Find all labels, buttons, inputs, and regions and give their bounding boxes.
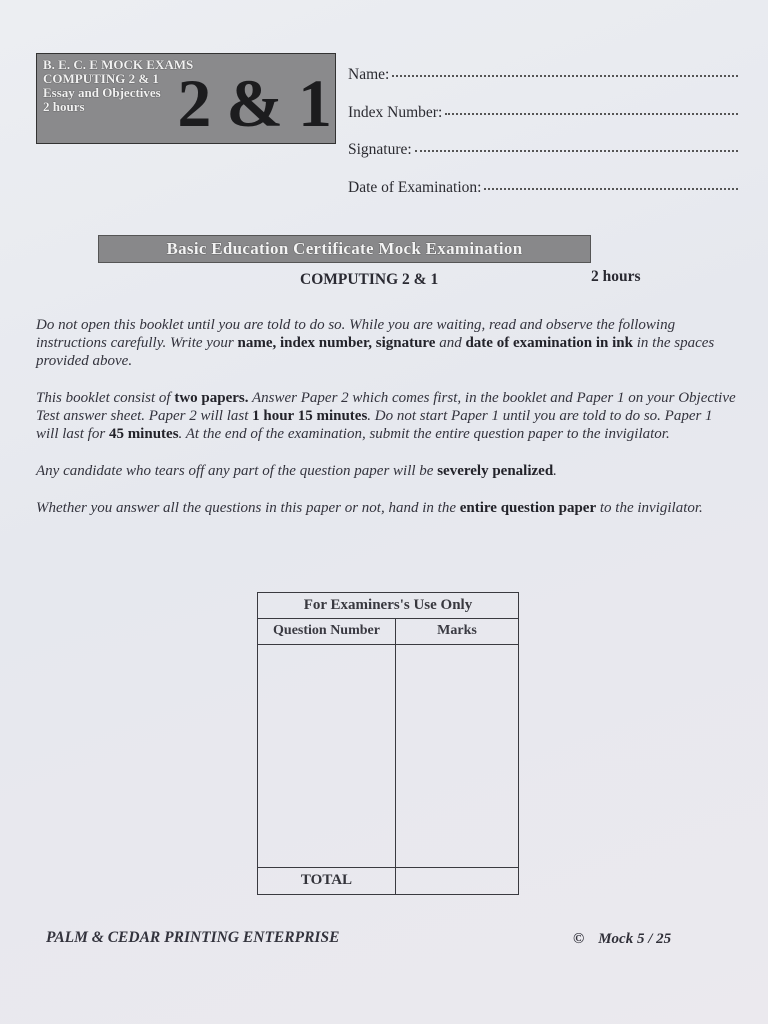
instr-text: . Do not start Paper 1 until you are told to do so. Paper 1 will last for — [36, 408, 713, 442]
date-field[interactable] — [348, 179, 738, 217]
marks-header: Marks — [437, 623, 477, 638]
examiner-table-header — [258, 619, 518, 645]
instr-text: Do not open this booklet until you are told to do so. While you are waiting, read and observe the following instructions carefully. Write your — [36, 317, 676, 351]
instr-bold: entire question paper — [459, 500, 597, 516]
name-field[interactable] — [348, 66, 738, 104]
instr-bold: index number, signature — [280, 335, 436, 351]
date-label: Date of Examination: — [348, 178, 482, 196]
index-number-dotted-line — [445, 113, 738, 115]
examiner-table-body — [258, 645, 518, 868]
subject-heading: COMPUTING 2 & 1 — [300, 271, 439, 288]
exam-title-banner: Basic Education Certificate Mock Examination — [98, 235, 591, 263]
stamp-line-2: COMPUTING 2 & 1 — [43, 71, 159, 86]
mock-code: Mock 5 / 25 — [598, 931, 672, 947]
total-label: TOTAL — [258, 868, 396, 894]
question-number-header: Question Number — [258, 619, 396, 644]
exam-stamp-box — [36, 53, 336, 144]
signature-label: Signature: — [348, 141, 412, 158]
instr-bold: 45 minutes — [108, 426, 179, 442]
examiner-table-title: For Examiners's Use Only — [258, 593, 518, 619]
instr-text: Any candidate who tears off any part of the question paper will be — [36, 463, 438, 479]
instr-bold: two papers. — [174, 390, 249, 406]
instruction-paragraph-1 — [36, 316, 736, 370]
index-number-field[interactable] — [348, 104, 738, 142]
signature-field[interactable] — [348, 141, 738, 179]
instruction-paragraph-2 — [36, 389, 736, 443]
instr-bold: date of examination in ink — [465, 335, 633, 351]
stamp-line-4: 2 hours — [43, 99, 85, 114]
printer-name: PALM & CEDAR PRINTING ENTERPRISE — [46, 929, 340, 946]
marks-cell[interactable] — [396, 645, 518, 867]
stamp-paper-number: 2 & 1 — [177, 65, 331, 141]
instr-text: Answer Paper 2 which comes first, in the booklet and Paper 1 on your Objective Test answer sheet. Paper 2 will last — [36, 390, 736, 424]
instr-text: . At the end of the examination, submit the entire question paper to the invigilator. — [178, 426, 670, 442]
instruction-paragraph-4 — [36, 499, 736, 517]
instr-text: . — [553, 463, 557, 479]
stamp-line-1: B. E. C. E MOCK EXAMS — [43, 57, 194, 72]
exam-duration: 2 hours — [591, 268, 641, 285]
instr-text: Whether you answer all the questions in this paper or not, hand in the — [36, 500, 460, 516]
instructions — [36, 316, 736, 536]
name-dotted-line — [392, 75, 738, 77]
examiner-table — [257, 592, 519, 895]
signature-dotted-line — [415, 150, 738, 152]
copyright-symbol: © — [573, 931, 585, 947]
instr-text: in the spaces provided above. — [36, 335, 715, 369]
footer-code — [573, 931, 671, 948]
instruction-paragraph-3 — [36, 462, 736, 480]
examiner-table-total-row — [258, 868, 518, 894]
total-marks-cell[interactable] — [396, 868, 518, 894]
question-number-cell[interactable] — [258, 645, 396, 867]
date-dotted-line — [484, 188, 738, 190]
instr-bold: 1 hour 15 minutes — [252, 408, 368, 424]
instr-bold: name, — [237, 335, 277, 351]
instr-bold: severely penalized — [437, 463, 554, 479]
instr-text: This booklet consist of — [36, 390, 175, 406]
index-number-label: Index Number: — [348, 103, 443, 121]
candidate-fields — [348, 66, 738, 216]
stamp-text — [43, 58, 193, 114]
instr-text: and — [435, 335, 466, 351]
name-label: Name: — [348, 66, 390, 83]
instr-text: to the invigilator. — [596, 500, 703, 516]
stamp-line-3: Essay and Objectives — [43, 85, 161, 100]
